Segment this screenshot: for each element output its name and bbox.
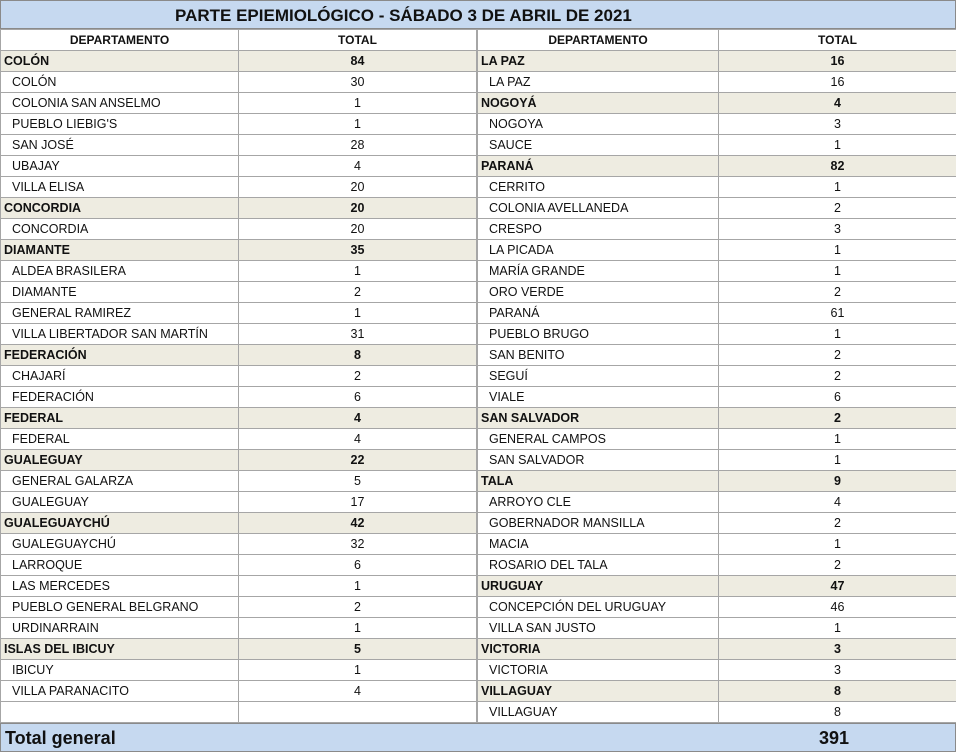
locality-total: 1 xyxy=(719,618,956,639)
locality-name: SAN JOSÉ xyxy=(1,135,239,156)
locality-total: 2 xyxy=(719,282,956,303)
locality-row xyxy=(478,240,956,261)
locality-row xyxy=(1,471,477,492)
locality-total: 1 xyxy=(239,618,477,639)
locality-total: 6 xyxy=(239,387,477,408)
locality-row xyxy=(1,681,477,702)
locality-total: 4 xyxy=(239,156,477,177)
locality-total: 1 xyxy=(719,429,956,450)
locality-row xyxy=(478,219,956,240)
locality-row xyxy=(478,303,956,324)
locality-total: 61 xyxy=(719,303,956,324)
locality-total: 1 xyxy=(239,576,477,597)
left-table-body xyxy=(1,51,477,723)
department-name: GUALEGUAYCHÚ xyxy=(1,513,239,534)
locality-total: 32 xyxy=(239,534,477,555)
locality-name: LA PAZ xyxy=(478,72,719,93)
locality-name: ROSARIO DEL TALA xyxy=(478,555,719,576)
locality-row xyxy=(478,198,956,219)
department-row xyxy=(1,450,477,471)
locality-row xyxy=(478,324,956,345)
locality-name: PUEBLO BRUGO xyxy=(478,324,719,345)
department-name: SAN SALVADOR xyxy=(478,408,719,429)
department-row xyxy=(1,639,477,660)
locality-name: SAN SALVADOR xyxy=(478,450,719,471)
locality-row xyxy=(1,324,477,345)
locality-name: ORO VERDE xyxy=(478,282,719,303)
locality-row xyxy=(478,702,956,723)
locality-row xyxy=(1,219,477,240)
department-name: NOGOYÁ xyxy=(478,93,719,114)
locality-total: 3 xyxy=(719,114,956,135)
locality-row xyxy=(478,114,956,135)
locality-total: 1 xyxy=(719,324,956,345)
locality-name: VICTORIA xyxy=(478,660,719,681)
department-total: 16 xyxy=(719,51,956,72)
department-row xyxy=(478,639,956,660)
locality-name: GUALEGUAY xyxy=(1,492,239,513)
locality-total: 16 xyxy=(719,72,956,93)
locality-row xyxy=(478,660,956,681)
department-total: 4 xyxy=(239,408,477,429)
locality-total: 2 xyxy=(239,366,477,387)
locality-total: 1 xyxy=(719,240,956,261)
locality-row xyxy=(478,492,956,513)
locality-row xyxy=(478,135,956,156)
locality-name: PUEBLO GENERAL BELGRANO xyxy=(1,597,239,618)
locality-total: 6 xyxy=(719,387,956,408)
department-row xyxy=(1,51,477,72)
locality-total: 1 xyxy=(719,177,956,198)
locality-name: VILLAGUAY xyxy=(478,702,719,723)
locality-row xyxy=(478,72,956,93)
locality-total: 30 xyxy=(239,72,477,93)
locality-total: 3 xyxy=(719,660,956,681)
header-row xyxy=(1,30,477,51)
locality-row xyxy=(1,618,477,639)
total-general-row xyxy=(0,723,956,752)
locality-total: 2 xyxy=(719,555,956,576)
locality-name: VILLA PARANACITO xyxy=(1,681,239,702)
department-total: 47 xyxy=(719,576,956,597)
department-total: 8 xyxy=(239,345,477,366)
locality-name: LA PICADA xyxy=(478,240,719,261)
department-total: 3 xyxy=(719,639,956,660)
locality-total: 2 xyxy=(719,198,956,219)
locality-total: 8 xyxy=(719,702,956,723)
locality-name: MACIA xyxy=(478,534,719,555)
locality-row xyxy=(478,366,956,387)
right-table-body xyxy=(478,51,956,723)
department-name: COLÓN xyxy=(1,51,239,72)
locality-row xyxy=(478,177,956,198)
header-row xyxy=(478,30,956,51)
department-total: 35 xyxy=(239,240,477,261)
locality-name: FEDERAL xyxy=(1,429,239,450)
locality-name: CERRITO xyxy=(478,177,719,198)
department-row xyxy=(478,156,956,177)
report-title: PARTE EPIEMIOLÓGICO - SÁBADO 3 DE ABRIL DE 2021 xyxy=(0,0,956,29)
department-row xyxy=(478,93,956,114)
right-table xyxy=(477,29,956,723)
department-row xyxy=(478,51,956,72)
locality-total: 3 xyxy=(719,219,956,240)
department-name: FEDERAL xyxy=(1,408,239,429)
department-row xyxy=(478,408,956,429)
department-row xyxy=(478,576,956,597)
locality-row xyxy=(1,387,477,408)
locality-row xyxy=(478,513,956,534)
department-row xyxy=(478,471,956,492)
locality-row xyxy=(1,534,477,555)
locality-name: MARÍA GRANDE xyxy=(478,261,719,282)
department-name: TALA xyxy=(478,471,719,492)
total-header: TOTAL xyxy=(239,30,477,51)
department-total: 2 xyxy=(719,408,956,429)
locality-total: 1 xyxy=(239,303,477,324)
locality-name: VILLA SAN JUSTO xyxy=(478,618,719,639)
locality-row xyxy=(478,618,956,639)
locality-name: VILLA LIBERTADOR SAN MARTÍN xyxy=(1,324,239,345)
locality-row xyxy=(1,177,477,198)
locality-row xyxy=(478,555,956,576)
locality-name: UBAJAY xyxy=(1,156,239,177)
locality-row xyxy=(1,114,477,135)
locality-row xyxy=(1,93,477,114)
locality-total: 1 xyxy=(239,93,477,114)
locality-name: COLONIA AVELLANEDA xyxy=(478,198,719,219)
locality-row xyxy=(1,261,477,282)
locality-total: 2 xyxy=(719,513,956,534)
left-table xyxy=(0,29,477,723)
locality-name: PUEBLO LIEBIG'S xyxy=(1,114,239,135)
locality-total: 31 xyxy=(239,324,477,345)
locality-row xyxy=(478,387,956,408)
locality-name: PARANÁ xyxy=(478,303,719,324)
department-name: DIAMANTE xyxy=(1,240,239,261)
locality-total: 2 xyxy=(719,366,956,387)
locality-name xyxy=(1,702,239,723)
locality-total: 4 xyxy=(239,429,477,450)
department-total: 20 xyxy=(239,198,477,219)
locality-name: GOBERNADOR MANSILLA xyxy=(478,513,719,534)
locality-name: CRESPO xyxy=(478,219,719,240)
locality-row xyxy=(1,555,477,576)
department-row xyxy=(1,240,477,261)
locality-total: 1 xyxy=(719,261,956,282)
locality-name: URDINARRAIN xyxy=(1,618,239,639)
locality-row xyxy=(1,156,477,177)
locality-row xyxy=(1,702,477,723)
locality-name: FEDERACIÓN xyxy=(1,387,239,408)
locality-name: GENERAL GALARZA xyxy=(1,471,239,492)
locality-row xyxy=(1,492,477,513)
department-name: VICTORIA xyxy=(478,639,719,660)
locality-total: 1 xyxy=(719,135,956,156)
locality-row xyxy=(1,366,477,387)
locality-name: SAN BENITO xyxy=(478,345,719,366)
locality-total: 1 xyxy=(239,114,477,135)
department-row xyxy=(1,198,477,219)
locality-name: SAUCE xyxy=(478,135,719,156)
department-total: 8 xyxy=(719,681,956,702)
locality-row xyxy=(478,597,956,618)
locality-total: 20 xyxy=(239,219,477,240)
departamento-header: DEPARTAMENTO xyxy=(1,30,239,51)
department-total: 82 xyxy=(719,156,956,177)
locality-name: VILLA ELISA xyxy=(1,177,239,198)
department-name: URUGUAY xyxy=(478,576,719,597)
locality-name: IBICUY xyxy=(1,660,239,681)
locality-name: ARROYO CLE xyxy=(478,492,719,513)
locality-name: GUALEGUAYCHÚ xyxy=(1,534,239,555)
department-total: 9 xyxy=(719,471,956,492)
locality-total: 6 xyxy=(239,555,477,576)
department-row xyxy=(478,681,956,702)
locality-row xyxy=(1,72,477,93)
locality-total: 1 xyxy=(719,534,956,555)
locality-name: CONCEPCIÓN DEL URUGUAY xyxy=(478,597,719,618)
locality-total: 20 xyxy=(239,177,477,198)
department-name: LA PAZ xyxy=(478,51,719,72)
locality-row xyxy=(1,576,477,597)
total-header: TOTAL xyxy=(719,30,956,51)
locality-row xyxy=(478,534,956,555)
department-name: GUALEGUAY xyxy=(1,450,239,471)
total-general-value: 391 xyxy=(819,728,850,748)
department-name: ISLAS DEL IBICUY xyxy=(1,639,239,660)
locality-total: 46 xyxy=(719,597,956,618)
locality-name: NOGOYA xyxy=(478,114,719,135)
locality-total: 4 xyxy=(239,681,477,702)
locality-name: VIALE xyxy=(478,387,719,408)
department-total: 42 xyxy=(239,513,477,534)
locality-total: 2 xyxy=(239,597,477,618)
total-general-label: Total general xyxy=(5,728,116,748)
locality-total: 28 xyxy=(239,135,477,156)
department-row xyxy=(1,345,477,366)
locality-total: 1 xyxy=(239,660,477,681)
locality-name: GENERAL CAMPOS xyxy=(478,429,719,450)
locality-row xyxy=(1,282,477,303)
locality-row xyxy=(478,429,956,450)
locality-row xyxy=(478,282,956,303)
locality-total: 2 xyxy=(719,345,956,366)
department-name: VILLAGUAY xyxy=(478,681,719,702)
locality-row xyxy=(1,303,477,324)
department-name: CONCORDIA xyxy=(1,198,239,219)
locality-name: COLONIA SAN ANSELMO xyxy=(1,93,239,114)
department-total: 4 xyxy=(719,93,956,114)
locality-total xyxy=(239,702,477,723)
locality-name: DIAMANTE xyxy=(1,282,239,303)
locality-total: 1 xyxy=(719,450,956,471)
department-row xyxy=(1,513,477,534)
locality-name: LAS MERCEDES xyxy=(1,576,239,597)
locality-name: GENERAL RAMIREZ xyxy=(1,303,239,324)
locality-name: CHAJARÍ xyxy=(1,366,239,387)
locality-name: CONCORDIA xyxy=(1,219,239,240)
department-total: 5 xyxy=(239,639,477,660)
locality-name: LARROQUE xyxy=(1,555,239,576)
locality-row xyxy=(1,135,477,156)
locality-total: 2 xyxy=(239,282,477,303)
locality-total: 1 xyxy=(239,261,477,282)
locality-total: 17 xyxy=(239,492,477,513)
department-row xyxy=(1,408,477,429)
department-total: 22 xyxy=(239,450,477,471)
locality-row xyxy=(1,597,477,618)
department-name: FEDERACIÓN xyxy=(1,345,239,366)
locality-row xyxy=(478,450,956,471)
locality-total: 5 xyxy=(239,471,477,492)
department-total: 84 xyxy=(239,51,477,72)
locality-name: SEGUÍ xyxy=(478,366,719,387)
locality-name: COLÓN xyxy=(1,72,239,93)
locality-row xyxy=(1,660,477,681)
locality-row xyxy=(478,261,956,282)
department-name: PARANÁ xyxy=(478,156,719,177)
departamento-header: DEPARTAMENTO xyxy=(478,30,719,51)
locality-row xyxy=(1,429,477,450)
locality-row xyxy=(478,345,956,366)
locality-total: 4 xyxy=(719,492,956,513)
locality-name: ALDEA BRASILERA xyxy=(1,261,239,282)
